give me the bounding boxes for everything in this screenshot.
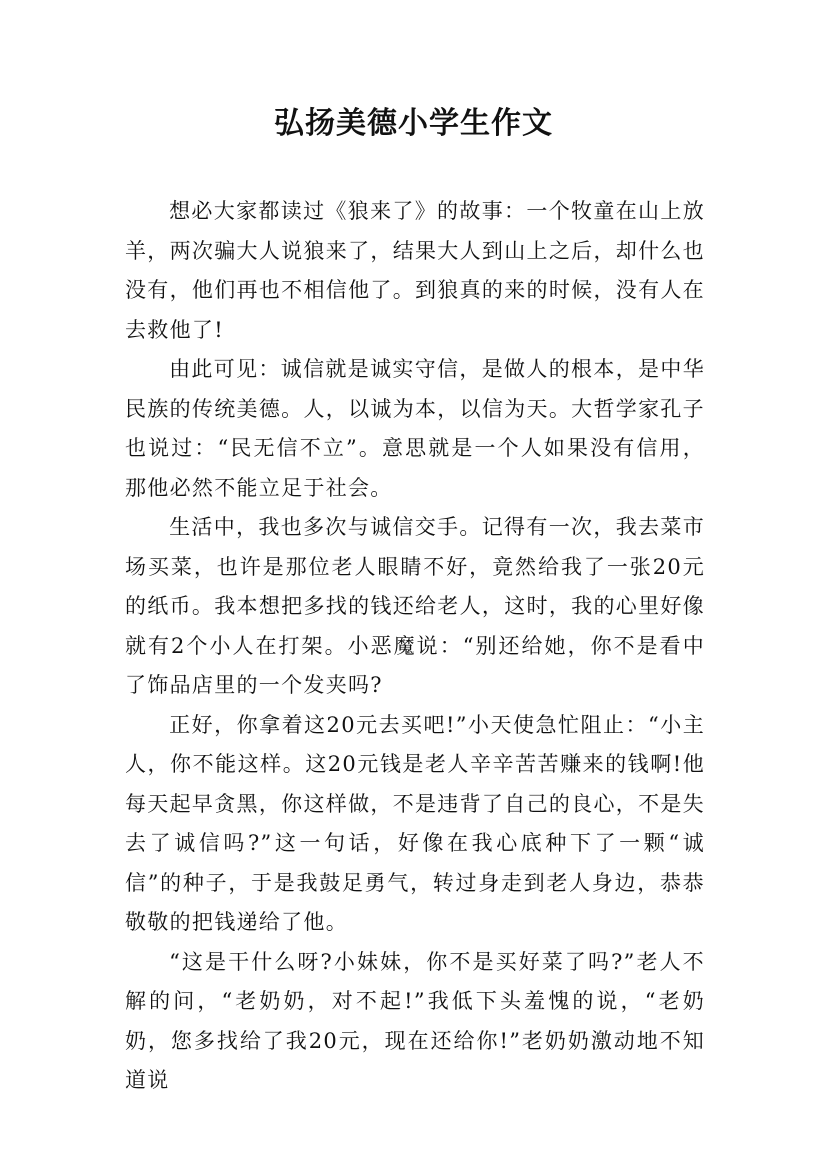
paragraph-3: 生活中，我也多次与诚信交手。记得有一次，我去菜市场买菜，也许是那位老人眼睛不好，竟然给我了一张20元的纸币。我本想把多找的钱还给老人，这时，我的心里好像就有2个小人在打架。小恶魔说：“别还给她，你不是看中了饰品店里的一个发夹吗? (125, 515, 705, 697)
paragraph-1: 想必大家都读过《狼来了》的故事：一个牧童在山上放羊，两次骗大人说狼来了，结果大人到山上之后，却什么也没有，他们再也不相信他了。到狼真的来的时候，没有人在去救他了! (125, 199, 705, 342)
paragraph-5: “这是干什么呀?小妹妹，你不是买好菜了吗?”老人不解的问，“老奶奶，对不起!”我低下头羞愧的说，“老奶奶，您多找给了我20元，现在还给你!”老奶奶激动地不知道说 (125, 949, 705, 1092)
paragraph-2: 由此可见：诚信就是诚实守信，是做人的根本，是中华民族的传统美德。人，以诚为本，以信为天。大哲学家孔子也说过：“民无信不立”。意思就是一个人如果没有信用，那他必然不能立足于社会。 (125, 357, 705, 500)
paragraph-4: 正好，你拿着这20元去买吧!”小天使急忙阻止：“小主人，你不能这样。这20元钱是老人辛辛苦苦赚来的钱啊!他每天起早贪黑，你这样做，不是违背了自己的良心，不是失去了诚信吗?”这一句话，好像在我心底种下了一颗“诚信”的种子，于是我鼓足勇气，转过身走到老人身边，恭恭敬敬的把钱递给了他。 (125, 712, 705, 934)
essay-body (125, 192, 705, 1101)
page-title: 弘扬美德小学生作文 (274, 106, 553, 141)
